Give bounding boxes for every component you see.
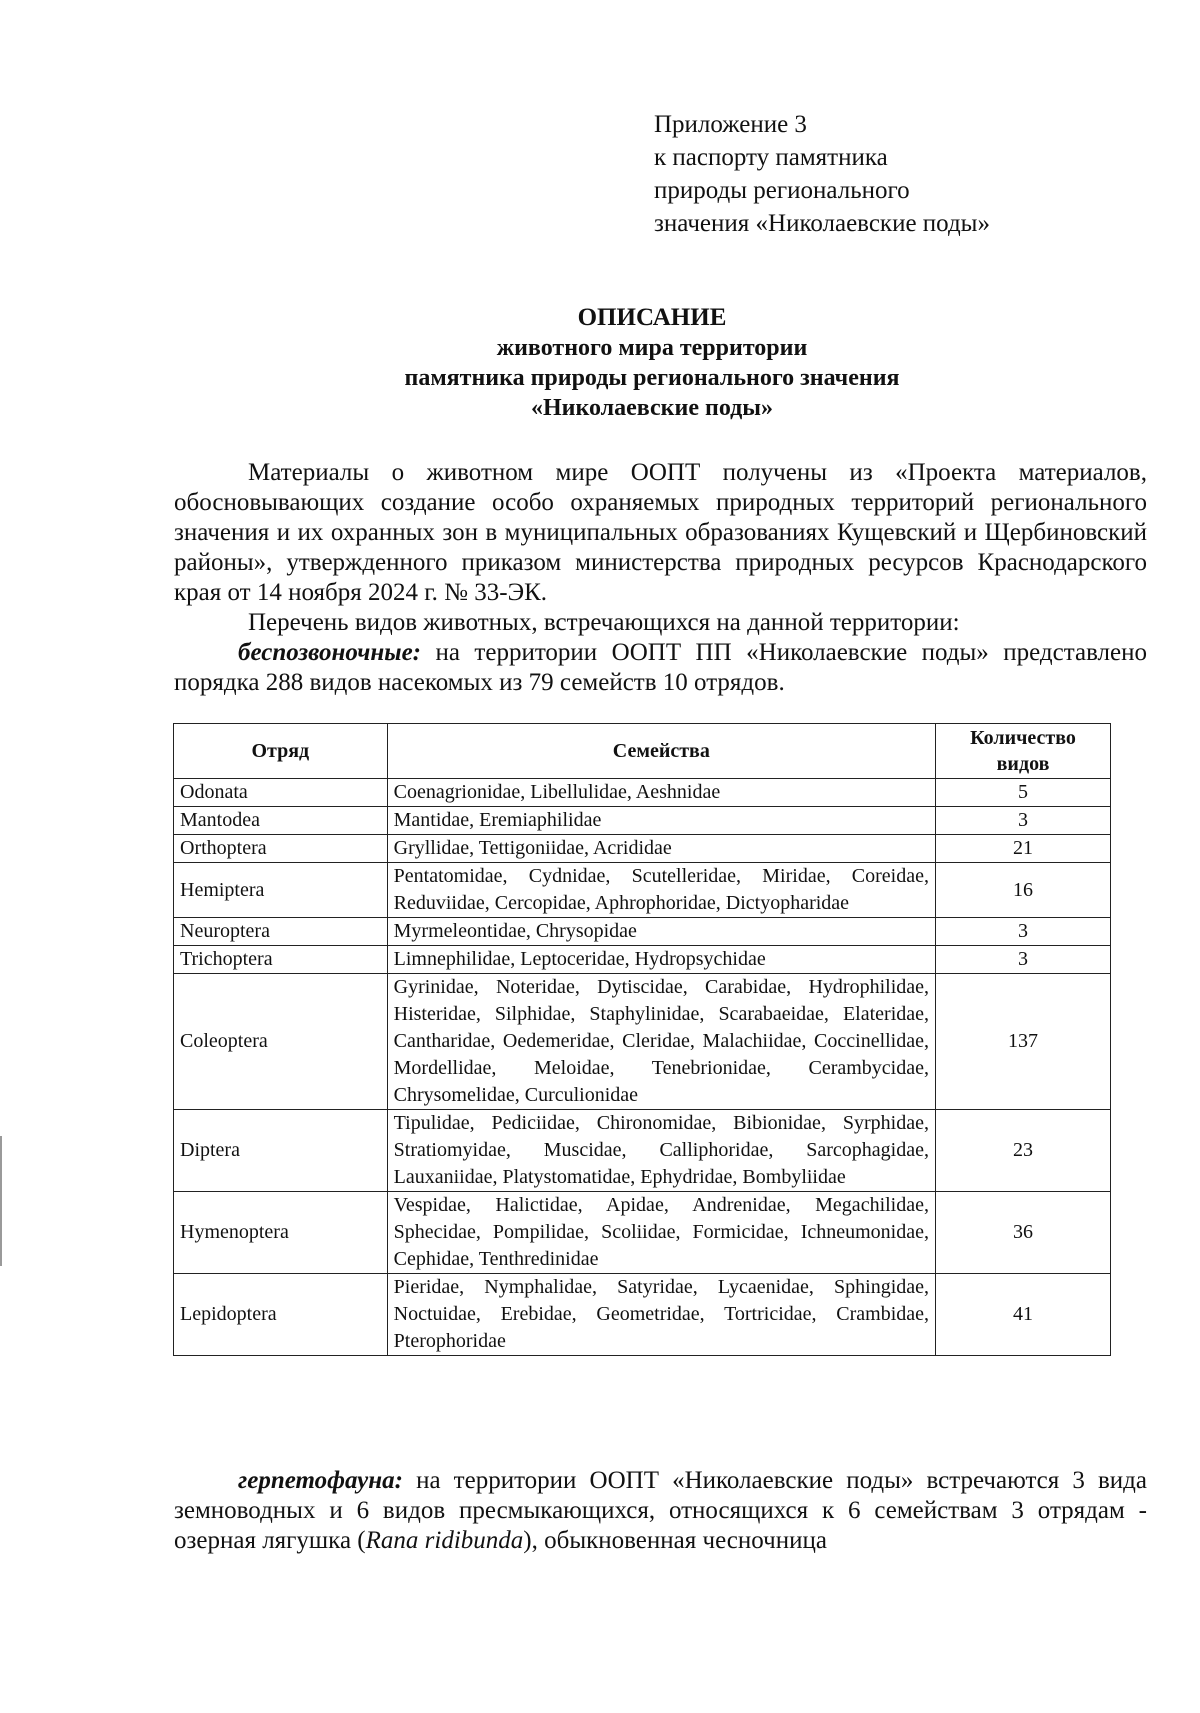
- title-line: памятника природы регионального значения: [404, 365, 900, 391]
- intro-paragraph: Материалы о животном мире ООПТ получены из «Проекта материалов, обосновывающих создание особо охраняемых природных территорий регионального значения и их охранных зон в муниципальных образованиях Кущевский и Щербиновский районы», утвержденного приказом министерства природных ресурсов Краснодарского края от 14 ноября 2024 г. № 33-ЭК.: [174, 459, 1147, 606]
- cell-order: Coleoptera: [174, 974, 388, 1110]
- cell-order: Orthoptera: [174, 835, 388, 863]
- title-line: животного мира территории: [496, 335, 808, 361]
- cell-count: 16: [936, 863, 1111, 918]
- cell-order: Odonata: [174, 779, 388, 807]
- cell-order: Diptera: [174, 1110, 388, 1192]
- cell-families: Mantidae, Eremiaphilidae: [387, 807, 935, 835]
- appendix-header: [654, 108, 990, 240]
- herpetofauna-text: на территории ООПТ «Николаевские поды» встречаются 3 вида земноводных и 6 видов пресмыкающихся, относящихся к 6 семействам 3 отрядам - озерная лягушка (: [174, 1467, 1147, 1554]
- cell-count: 21: [936, 835, 1111, 863]
- insect-orders-table: [173, 723, 1111, 1356]
- table-row: [174, 918, 1111, 946]
- species-name: Rana ridibunda: [365, 1527, 524, 1554]
- table-header-row: [174, 724, 1111, 779]
- cell-count: 41: [936, 1274, 1111, 1356]
- header-families: Семейства: [387, 724, 935, 779]
- cell-count: 137: [936, 974, 1111, 1110]
- cell-families: Vespidae, Halictidae, Apidae, Andrenidae, Megachilidae, Sphecidae, Pompilidae, Scoliidae, Formicidae, Ichneumonidae, Cephidae, Tenthredinidae: [387, 1192, 935, 1274]
- table-row: [174, 946, 1111, 974]
- cell-families: Tipulidae, Pediciidae, Chironomidae, Bibionidae, Syrphidae, Stratiomyidae, Muscidae, Calliphoridae, Sarcophagidae, Lauxaniidae, Platystomatidae, Ephydridae, Bombyliidae: [387, 1110, 935, 1192]
- cell-order: Trichoptera: [174, 946, 388, 974]
- cell-families: Myrmeleontidae, Chrysopidae: [387, 918, 935, 946]
- cell-order: Neuroptera: [174, 918, 388, 946]
- table-row: [174, 779, 1111, 807]
- invertebrates-text: на территории ООПТ ПП «Николаевские поды» представлено порядка 288 видов насекомых из 79 семейств 10 отрядов.: [174, 639, 1147, 696]
- cell-count: 3: [936, 807, 1111, 835]
- header-order: Отряд: [174, 724, 388, 779]
- cell-count: 23: [936, 1110, 1111, 1192]
- herpetofauna-text-2: ), обыкновенная чесночница: [523, 1527, 827, 1554]
- appendix-line: природы регионального: [654, 177, 910, 204]
- cell-families: Limnephilidae, Leptoceridae, Hydropsychidae: [387, 946, 935, 974]
- cell-families: Gryllidae, Tettigoniidae, Acrididae: [387, 835, 935, 863]
- invertebrates-label: беспозвоночные:: [238, 639, 422, 666]
- table-row: [174, 1274, 1111, 1356]
- table-row: [174, 974, 1111, 1110]
- cell-families: Pieridae, Nymphalidae, Satyridae, Lycaenidae, Sphingidae, Noctuidae, Erebidae, Geometridae, Tortricidae, Crambidae, Pterophoridae: [387, 1274, 935, 1356]
- cell-families: Coenagrionidae, Libellulidae, Aeshnidae: [387, 779, 935, 807]
- cell-families: Pentatomidae, Cydnidae, Scutelleridae, Miridae, Coreidae, Reduviidae, Cercopidae, Aphrophoridae, Dictyopharidae: [387, 863, 935, 918]
- table-row: [174, 807, 1111, 835]
- table-row: [174, 1110, 1111, 1192]
- invertebrates-paragraph: [174, 638, 1147, 698]
- scan-edge-mark: [0, 1136, 2, 1266]
- appendix-line: Приложение 3: [654, 111, 807, 138]
- table-row: [174, 863, 1111, 918]
- cell-order: Hemiptera: [174, 863, 388, 918]
- table-row: [174, 835, 1111, 863]
- title-main: ОПИСАНИЕ: [577, 304, 727, 331]
- cell-count: 5: [936, 779, 1111, 807]
- cell-order: Hymenoptera: [174, 1192, 388, 1274]
- cell-count: 36: [936, 1192, 1111, 1274]
- header-count: Количество видов: [936, 724, 1111, 779]
- cell-order: Mantodea: [174, 807, 388, 835]
- document-title: [172, 303, 1132, 423]
- herpetofauna-label: герпетофауна:: [238, 1467, 403, 1494]
- table-row: [174, 1192, 1111, 1274]
- title-line: «Николаевские поды»: [530, 395, 774, 421]
- cell-count: 3: [936, 946, 1111, 974]
- list-intro-paragraph: Перечень видов животных, встречающихся на данной территории:: [248, 609, 960, 636]
- cell-order: Lepidoptera: [174, 1274, 388, 1356]
- cell-count: 3: [936, 918, 1111, 946]
- appendix-line: значения «Николаевские поды»: [654, 210, 990, 237]
- cell-families: Gyrinidae, Noteridae, Dytiscidae, Carabidae, Hydrophilidae, Histeridae, Silphidae, Staphylinidae, Scarabaeidae, Elateridae, Cantharidae, Oedemeridae, Cleridae, Malachiidae, Coccinellidae, Mordellidae, Meloidae, Tenebrionidae, Cerambycidae, Chrysomelidae, Curculionidae: [387, 974, 935, 1110]
- herpetofauna-paragraph: [174, 1466, 1147, 1556]
- appendix-line: к паспорту памятника: [654, 144, 888, 171]
